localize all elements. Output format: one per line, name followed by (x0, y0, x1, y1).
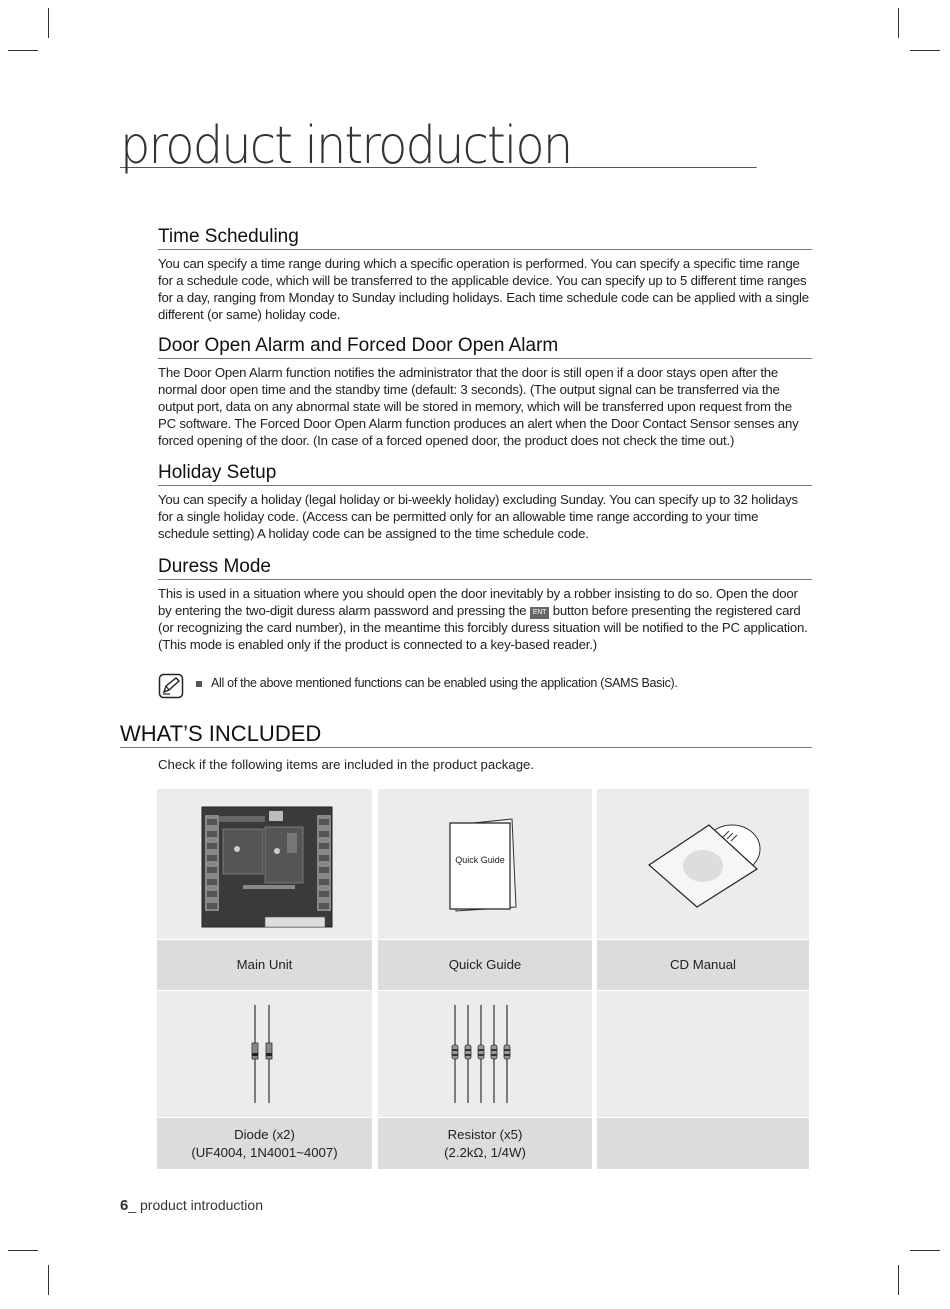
crop-mark (898, 1265, 899, 1295)
crop-mark (910, 1250, 940, 1251)
item-label: CD Manual (670, 957, 736, 972)
quick-guide-cover-text: Quick Guide (455, 855, 505, 865)
item-label-quick-guide (378, 940, 592, 990)
page-number: 6 (120, 1197, 129, 1214)
section-body-before: This is used in a situation where you should open the door inevitably by a robber insisting to do so. Open the door by entering the two-digit duress alarm password and pressing the (158, 586, 798, 618)
whats-included-title: WHAT’S INCLUDED (120, 721, 812, 748)
resistor-image-cell (378, 991, 592, 1117)
page-title: product introduction (120, 112, 757, 168)
included-items-grid (157, 789, 809, 1169)
item-label: Resistor (x5) (447, 1126, 523, 1142)
note-text: All of the above mentioned functions can be enabled using the application (SAMS Basic). (211, 676, 678, 690)
item-label: Diode (x2) (234, 1126, 295, 1142)
section-duress-mode (158, 556, 812, 653)
empty-label-cell (597, 1118, 809, 1169)
section-heading: Time Scheduling (158, 226, 812, 250)
section-heading: Holiday Setup (158, 462, 812, 486)
diode-icon (157, 991, 372, 1117)
quick-guide-image-cell (378, 789, 592, 939)
section-time-scheduling (158, 226, 812, 323)
bullet-icon (196, 681, 202, 687)
quick-guide-booklet-icon (378, 789, 592, 939)
resistor-icon (378, 991, 592, 1117)
empty-image-cell (597, 991, 809, 1117)
item-label-resistor (378, 1118, 592, 1169)
crop-mark (48, 1265, 49, 1295)
main-unit-image-cell (157, 789, 372, 939)
crop-mark (8, 1250, 38, 1251)
cd-manual-icon (597, 789, 809, 939)
section-body: You can specify a holiday (legal holiday or bi-weekly holiday) excluding Sunday. You can specify up to 32 holidays for a single holiday code. (Access can be permitted only for an allowable time range according to your time schedule setting) A holiday code can be assigned to the time schedule code. (158, 492, 798, 541)
item-label: Quick Guide (448, 957, 522, 972)
crop-mark (898, 8, 899, 38)
section-body (158, 585, 812, 653)
section-heading: Duress Mode (158, 556, 812, 580)
item-sub-label: (UF4004, 1N4001~4007) (191, 1144, 338, 1160)
section-body-after: button before presenting the registered card (or recognizing the card number), in the meantime this forcibly duress situation will be notified to the PC application. (This mode is enabled only if the product is connected to a key-based reader.) (158, 603, 808, 652)
whats-included-intro: Check if the following items are included in the product package. (158, 757, 535, 772)
section-holiday-setup (158, 462, 812, 542)
section-heading: Door Open Alarm and Forced Door Open Alarm (158, 335, 812, 359)
item-sub-label: (2.2kΩ, 1/4W) (444, 1144, 526, 1160)
note-pencil-icon (158, 673, 184, 699)
footer-label: _ product introduction (128, 1197, 263, 1213)
note (158, 673, 812, 699)
crop-mark (8, 50, 38, 51)
ent-key-icon: ENT (530, 607, 549, 619)
item-label: Main Unit (236, 957, 293, 972)
section-body: The Door Open Alarm function notifies the administrator that the door is still open if a door stays open after the normal door open time and the standby time (default: 3 seconds). (The output signal can be transferred via the output port, data on any abnormal state will be stored in memory, which will be transferred upon request from the PC software. The Forced Door Open Alarm function produces an alert when the Door Contact Sensor senses any forced opening of the door. (In case of a forced opened door, the product does not check the time out.) (158, 365, 799, 448)
main-unit-board-icon (157, 789, 372, 939)
crop-mark (48, 8, 49, 38)
section-door-open-alarm (158, 335, 812, 449)
diode-image-cell (157, 991, 372, 1117)
item-label-main-unit (157, 940, 372, 990)
cd-manual-image-cell (597, 789, 809, 939)
crop-mark (910, 50, 940, 51)
item-label-diode (157, 1118, 372, 1169)
section-body: You can specify a time range during which a specific operation is performed. You can specify a specific time range for a schedule code, which will be transferred to the applicable device. You can specify up to 5 different time ranges for a day, ranging from Monday to Sunday including holidays. Each time schedule code can be applied with a single different (or same) holiday code. (158, 256, 809, 322)
item-label-cd-manual (597, 940, 809, 990)
page-footer (120, 1197, 263, 1214)
